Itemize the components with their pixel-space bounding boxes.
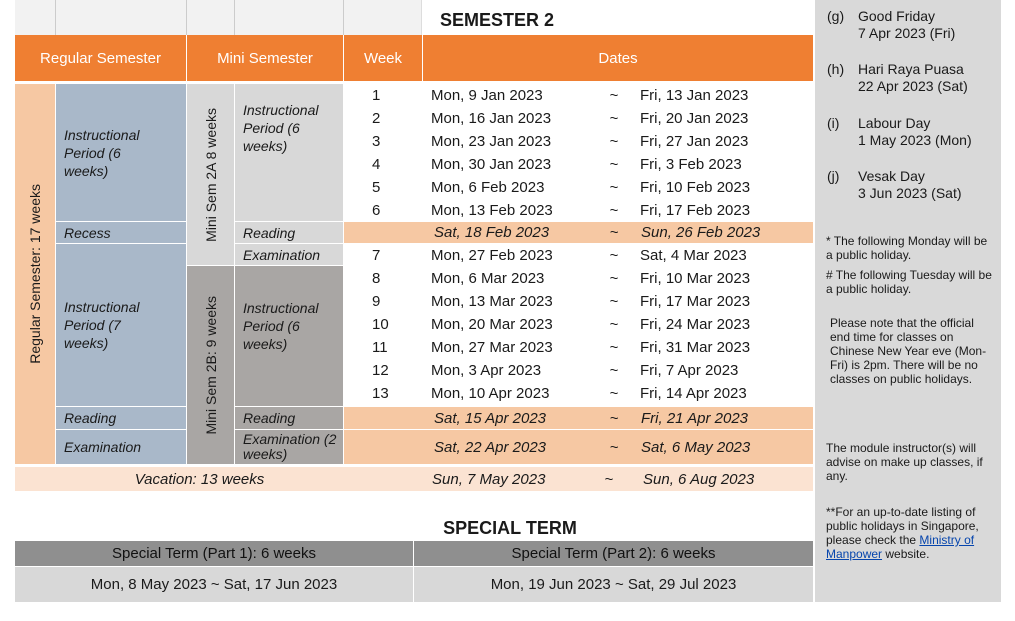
date-tilde: ~ <box>609 246 619 264</box>
reg-ip1-text: Instructional Period (6 weeks) <box>64 126 140 179</box>
holiday-sidebar <box>815 0 1001 602</box>
special-term-part2-label: Special Term (Part 2): 6 weeks <box>414 541 813 566</box>
note-instructor: The module instructor(s) will advise on make up classes, if any. <box>826 441 983 483</box>
date-end: Fri, 27 Jan 2023 <box>640 133 749 150</box>
week-number: 3 <box>372 133 381 150</box>
semester-title: SEMESTER 2 <box>439 9 555 30</box>
week-number: 4 <box>372 156 381 173</box>
mini-ip-b <box>235 266 343 406</box>
reg-recess-text: Recess <box>64 224 111 241</box>
mini-exam-b-text: Examination (2 weeks) <box>243 431 337 462</box>
date-start: Mon, 13 Mar 2023 <box>431 293 553 310</box>
date-start: Sat, 22 Apr 2023 <box>434 438 547 456</box>
date-tilde: ~ <box>609 224 619 241</box>
holiday-item <box>827 61 999 95</box>
holiday-date: 1 May 2023 (Mon) <box>858 132 972 148</box>
date-start: Mon, 20 Mar 2023 <box>431 316 553 333</box>
date-tilde: ~ <box>609 438 619 456</box>
top-stub <box>15 0 422 35</box>
regular-semester-17-weeks <box>15 84 55 464</box>
date-end: Fri, 20 Jan 2023 <box>640 110 749 127</box>
date-end: Fri, 17 Feb 2023 <box>640 202 751 219</box>
mini-reading-b-text: Reading <box>243 410 296 426</box>
date-end: Fri, 14 Apr 2023 <box>640 385 747 402</box>
special-term-part2-dates: Mon, 19 Jun 2023 ~ Sat, 29 Jul 2023 <box>414 567 813 602</box>
date-end: Fri, 7 Apr 2023 <box>640 362 739 379</box>
holiday-name: Labour Day <box>858 115 931 131</box>
reg-reading <box>56 407 186 429</box>
special-term-title: SPECIAL TERM <box>443 517 577 538</box>
mini-sem-2a <box>187 84 234 265</box>
date-tilde: ~ <box>609 385 619 402</box>
week-number: 1 <box>372 87 381 104</box>
date-start: Mon, 3 Apr 2023 <box>431 362 542 379</box>
holiday-date: 7 Apr 2023 (Fri) <box>858 25 956 41</box>
date-tilde: ~ <box>609 202 619 219</box>
date-start: Mon, 6 Mar 2023 <box>431 270 545 287</box>
date-start: Mon, 23 Jan 2023 <box>431 133 552 150</box>
note-monday: * The following Monday will be a public holiday. <box>826 234 988 262</box>
regular-semester-label: Regular Semester: 17 weeks <box>27 184 43 364</box>
header-mini-semester: Mini Semester <box>187 35 343 81</box>
date-tilde: ~ <box>609 316 619 333</box>
header-regular-semester: Regular Semester <box>15 35 186 81</box>
date-tilde: ~ <box>609 133 619 150</box>
date-start: Sat, 18 Feb 2023 <box>434 224 550 241</box>
header-dates: Dates <box>423 35 813 81</box>
date-tilde: ~ <box>609 87 619 104</box>
date-end: Fri, 31 Mar 2023 <box>640 339 751 356</box>
date-end: Sun, 26 Feb 2023 <box>641 224 761 241</box>
mini-sem-2b-label: Mini Sem 2B: 9 weeks <box>202 295 219 435</box>
date-tilde: ~ <box>609 409 619 427</box>
week-number <box>372 222 412 243</box>
special-term-part1-label: Special Term (Part 1): 6 weeks <box>15 541 413 566</box>
holiday-item <box>827 168 999 202</box>
note-website-text: website. <box>885 547 930 561</box>
special-term-part1-dates: Mon, 8 May 2023 ~ Sat, 17 Jun 2023 <box>15 567 413 602</box>
holiday-item <box>827 8 999 42</box>
date-start: Mon, 9 Jan 2023 <box>431 87 543 104</box>
reg-examination <box>56 430 186 464</box>
date-end: Fri, 13 Jan 2023 <box>640 87 749 104</box>
date-end: Fri, 24 Mar 2023 <box>640 316 751 333</box>
week-number <box>372 407 412 429</box>
reg-ip2-text: Instructional Period (7 weeks) <box>64 299 140 351</box>
holiday-key: (j) <box>827 168 840 184</box>
week-number: 11 <box>372 339 388 356</box>
holiday-key: (i) <box>827 115 840 131</box>
date-start: Mon, 6 Feb 2023 <box>431 179 545 196</box>
vacation-end: Sun, 6 Aug 2023 <box>643 470 755 488</box>
vacation-start: Sun, 7 May 2023 <box>432 470 546 488</box>
mini-ip-b-text: Instructional Period (6 weeks) <box>243 300 319 352</box>
week-number: 5 <box>372 179 381 196</box>
reg-instructional-period-1 <box>56 84 186 221</box>
header-week: Week <box>344 35 422 81</box>
note-cny: Please note that the official end time for classes on Chinese New Year eve (Mon-Fri) is 2pm. There will be no classes on public holidays. <box>830 316 987 386</box>
reg-reading-text: Reading <box>64 410 117 426</box>
week-number <box>372 430 412 464</box>
mini-ip-a-text: Instructional Period (6 weeks) <box>243 101 319 154</box>
vacation-tilde: ~ <box>604 470 614 488</box>
date-end: Sat, 6 May 2023 <box>641 438 751 456</box>
reg-exam-text: Examination <box>64 439 142 455</box>
date-tilde: ~ <box>609 339 619 356</box>
mini-exam-b <box>235 430 343 464</box>
mini-reading-b <box>235 407 343 429</box>
date-start: Sat, 15 Apr 2023 <box>434 409 547 427</box>
holiday-key: (g) <box>827 8 845 24</box>
note-tuesday: # The following Tuesday will be a public holiday. <box>826 268 992 296</box>
mini-exam-a-text: Examination <box>243 246 321 263</box>
date-tilde: ~ <box>609 270 619 287</box>
mini-ip-a <box>235 84 343 221</box>
note-listing <box>826 505 996 561</box>
date-start: Mon, 16 Jan 2023 <box>431 110 552 127</box>
holiday-key: (h) <box>827 61 845 77</box>
date-end: Fri, 17 Mar 2023 <box>640 293 751 310</box>
date-start: Mon, 27 Feb 2023 <box>431 246 553 264</box>
date-tilde: ~ <box>609 179 619 196</box>
date-end: Fri, 3 Feb 2023 <box>640 156 742 173</box>
week-number: 7 <box>372 246 381 264</box>
top-stub-divider <box>55 0 56 35</box>
week-number: 10 <box>372 316 389 333</box>
note-listing-text: **For an up-to-date listing of public holidays in Singapore, please check the <box>826 505 979 547</box>
week-number: 6 <box>372 202 381 219</box>
date-tilde: ~ <box>609 110 619 127</box>
ministry-of-manpower-link[interactable]: Ministry of Manpower <box>826 533 975 561</box>
week-number: 12 <box>372 362 389 379</box>
vacation-label: Vacation: 13 weeks <box>134 470 265 488</box>
holiday-date: 22 Apr 2023 (Sat) <box>858 78 968 94</box>
mini-reading-a-text: Reading <box>243 224 296 241</box>
date-start: Mon, 10 Apr 2023 <box>431 385 550 402</box>
reg-recess <box>56 222 186 243</box>
top-stub-divider <box>186 0 187 35</box>
holiday-name: Vesak Day <box>858 168 925 184</box>
date-start: Mon, 27 Mar 2023 <box>431 339 553 356</box>
top-stub-divider <box>343 0 344 35</box>
week-number: 8 <box>372 270 381 287</box>
date-start: Mon, 13 Feb 2023 <box>431 202 553 219</box>
date-start: Mon, 30 Jan 2023 <box>431 156 552 173</box>
date-tilde: ~ <box>609 362 619 379</box>
date-end: Fri, 21 Apr 2023 <box>641 409 748 427</box>
reg-instructional-period-2 <box>56 244 186 406</box>
mini-sem-2b <box>187 266 234 464</box>
mini-reading-a <box>235 222 343 243</box>
top-stub-divider <box>234 0 235 35</box>
mini-sem-2a-label: Mini Sem 2A 8 weeks <box>202 107 219 242</box>
holiday-item <box>827 115 999 149</box>
week-number: 9 <box>372 293 381 310</box>
date-end: Fri, 10 Feb 2023 <box>640 179 751 196</box>
week-number: 2 <box>372 110 381 127</box>
date-tilde: ~ <box>609 156 619 173</box>
holiday-name: Good Friday <box>858 8 936 24</box>
date-end: Fri, 10 Mar 2023 <box>640 270 751 287</box>
date-tilde: ~ <box>609 293 619 310</box>
holiday-name: Hari Raya Puasa <box>858 61 964 77</box>
mini-exam-a <box>235 244 343 265</box>
holiday-date: 3 Jun 2023 (Sat) <box>858 185 962 201</box>
week-number: 13 <box>372 385 389 402</box>
date-end: Sat, 4 Mar 2023 <box>640 246 747 264</box>
